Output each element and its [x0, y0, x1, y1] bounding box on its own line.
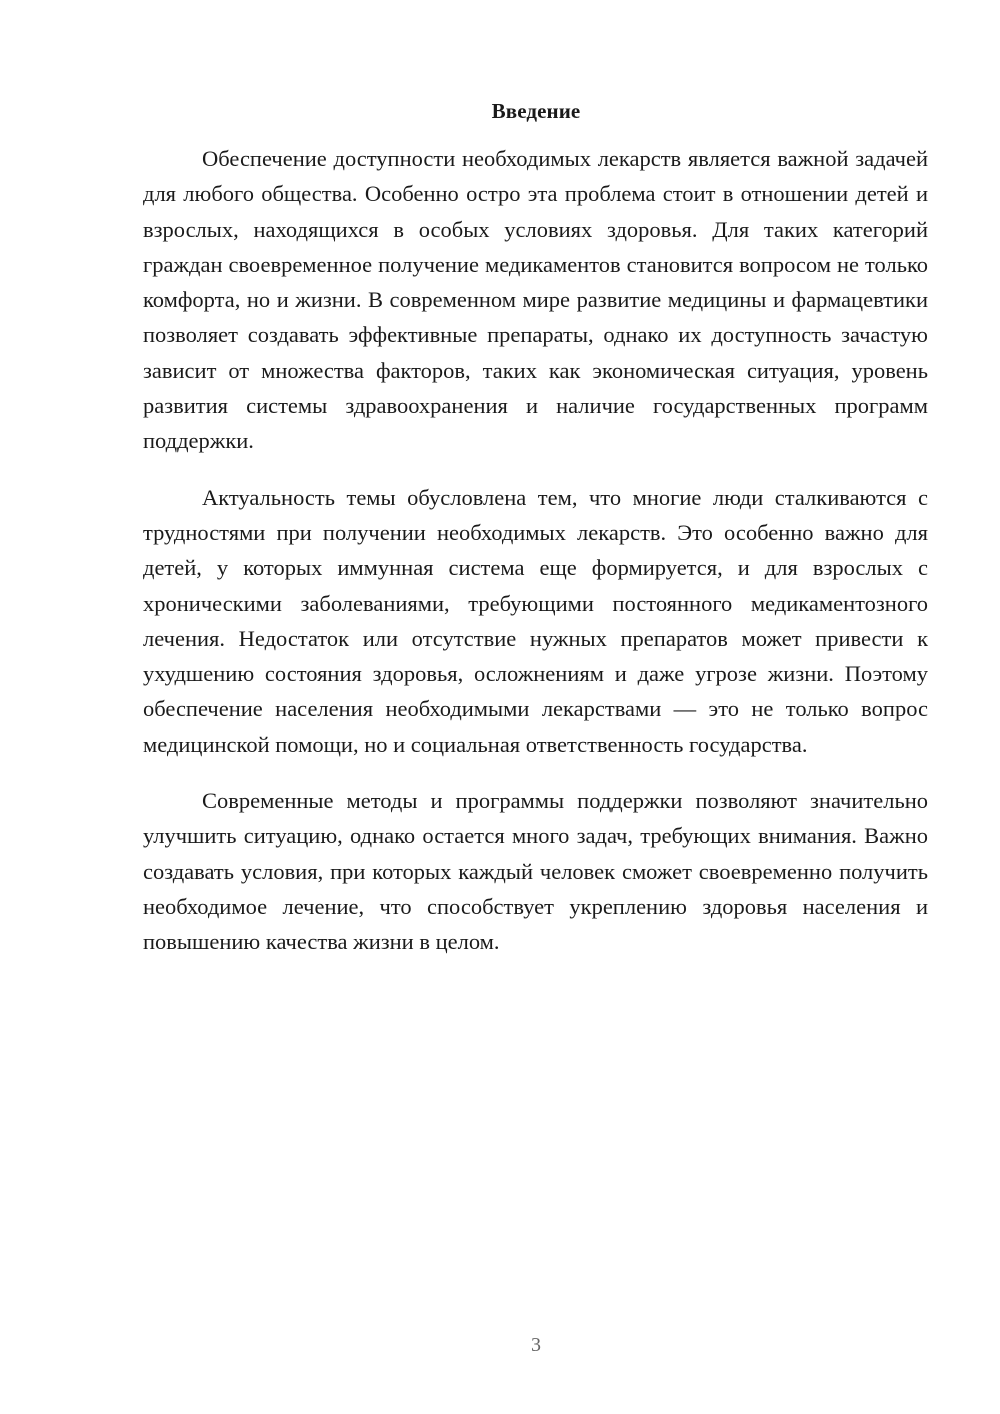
paragraph-1: Обеспечение доступности необходимых лекарств является важной задачей для любого общества. Особенно остро эта проблема стоит в отношении детей и взрослых, находящихся в особых условиях здоровья. Для таких категорий граждан своевременное получение медикаментов становится вопросом не только комфорта, но и жизни. В современном мире развитие медицины и фармацевтики позволяет создавать эффективные препараты, однако их доступность зачастую зависит от множества факторов, таких как экономическая ситуация, уровень развития системы здравоохранения и наличие государственных программ поддержки.: [143, 146, 928, 454]
page-number: 3: [531, 1334, 541, 1356]
body-text: [143, 141, 928, 960]
paragraph-3: Современные методы и программы поддержки позволяют значительно улучшить ситуацию, однако остается много задач, требующих внимания. Важно создавать условия, при которых каждый человек сможет своевременно получить необходимое лечение, что способствует укреплению здоровья населения и повышению качества жизни в целом.: [143, 788, 928, 955]
paragraph-2: Актуальность темы обусловлена тем, что многие люди сталкиваются с трудностями при получении необходимых лекарств. Это особенно важно для детей, у которых иммунная система еще формируется, и для взрослых с хроническими заболеваниями, требующими постоянного медикаментозного лечения. Недостаток или отсутствие нужных препаратов может привести к ухудшению состояния здоровья, осложнениям и даже угрозе жизни. Поэтому обеспечение населения необходимыми лекарствами — это не только вопрос медицинской помощи, но и социальная ответственность государства.: [143, 484, 928, 757]
section-heading: Введение: [491, 99, 581, 123]
